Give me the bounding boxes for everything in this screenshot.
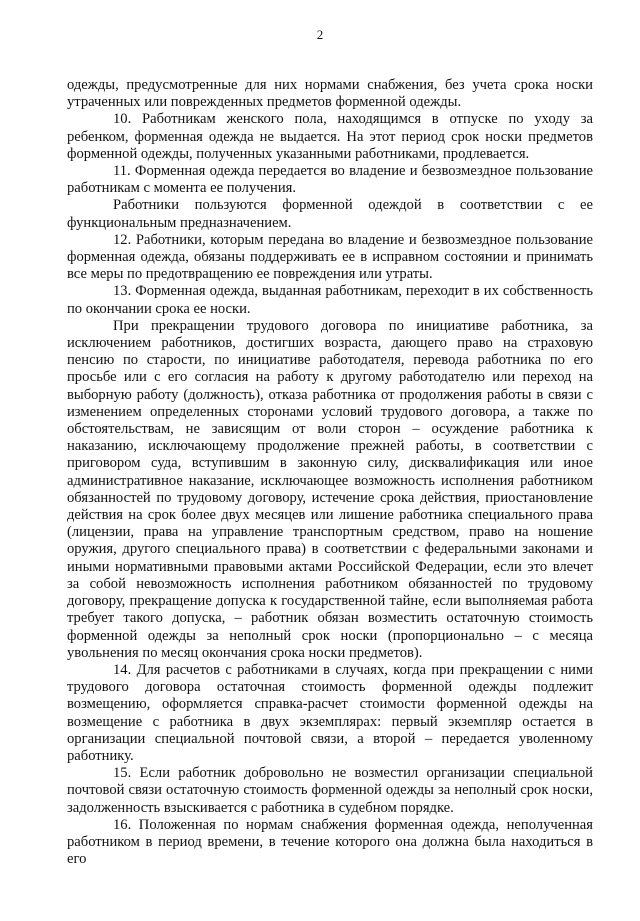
paragraph-item-13-termination: При прекращении трудового договора по инициативе работника, за исключением работников, достигших возраста, дающего право на страховую пенсию по старости, по инициативе работодателя, перевода работника по его просьбе или с его согласия на работу к другому работодателю или переход на выборную работу (должность), отказа работника от продолжения работы в связи с изменением определенных сторонами условий трудового договора, а также по обстоятельствам, не зависящим от воли сторон – осуждение работника к наказанию, исключающему продолжение прежней работы, в соответствии с приговором суда, вступившим в законную силу, дисквалификация или иное административное наказание, исключающее возможность исполнения работником обязанностей по трудовому договору, истечение срока действия, приостановление действия на срок более двух месяцев или лишение работника специального права (лицензии, права на управление транспортным средством, право на ношение оружия, другого специального права) в соответствии с федеральными законами и иными нормативными правовыми актами Российской Федерации, если это влечет за собой невозможность исполнения работником обязанностей по трудовому договору, прекращение допуска к государственной тайне, если выполняемая работа требует такого допуска, – работник обязан возместить остаточную стоимость форменной одежды за неполный срок носки (пропорционально – с месяца увольнения по месяц окончания срока носки предметов). bbox=[67, 317, 593, 661]
document-body bbox=[67, 77, 593, 868]
paragraph-item-14: 14. Для расчетов с работниками в случаях, когда при прекращении с ними трудового договора остаточная стоимость форменной одежды подлежит возмещению, оформляется справка-расчет стоимости форменной одежды на возмещение с работника в двух экземплярах: первый экземпляр остается в организации специальной почтовой связи, а второй – передается уволенному работнику. bbox=[67, 661, 593, 764]
paragraph-item-10: 10. Работникам женского пола, находящимся в отпуске по уходу за ребенком, форменная одежда не выдается. На этот период срок носки предметов форменной одежды, полученных указанными работниками, продлевается. bbox=[67, 111, 593, 162]
paragraph-item-12: 12. Работники, которым передана во владение и безвозмездное пользование форменная одежда, обязаны поддерживать ее в исправном состоянии и принимать все меры по предотвращению ее повреждения или утраты. bbox=[67, 231, 593, 283]
paragraph-item-11-usage: Работники пользуются форменной одеждой в соответствии с ее функциональным предназначением. bbox=[67, 197, 593, 231]
page-number: 2 bbox=[316, 27, 324, 42]
paragraph-item-16: 16. Положенная по нормам снабжения форменная одежда, неполученная работником в период времени, в течение которого она должна была находиться в его bbox=[67, 816, 593, 868]
paragraph-item-15: 15. Если работник добровольно не возместил организации специальной почтовой связи остаточную стоимость форменной одежды за неполный срок носки, задолженность взыскивается с работника в судебном порядке. bbox=[67, 765, 593, 816]
paragraph-continuation: одежды, предусмотренные для них нормами снабжения, без учета срока носки утраченных или поврежденных предметов форменной одежды. bbox=[67, 77, 593, 111]
paragraph-item-11: 11. Форменная одежда передается во владение и безвозмездное пользование работникам с момента ее получения. bbox=[67, 163, 593, 197]
paragraph-item-13: 13. Форменная одежда, выданная работникам, переходит в их собственность по окончании срока ее носки. bbox=[67, 283, 593, 317]
